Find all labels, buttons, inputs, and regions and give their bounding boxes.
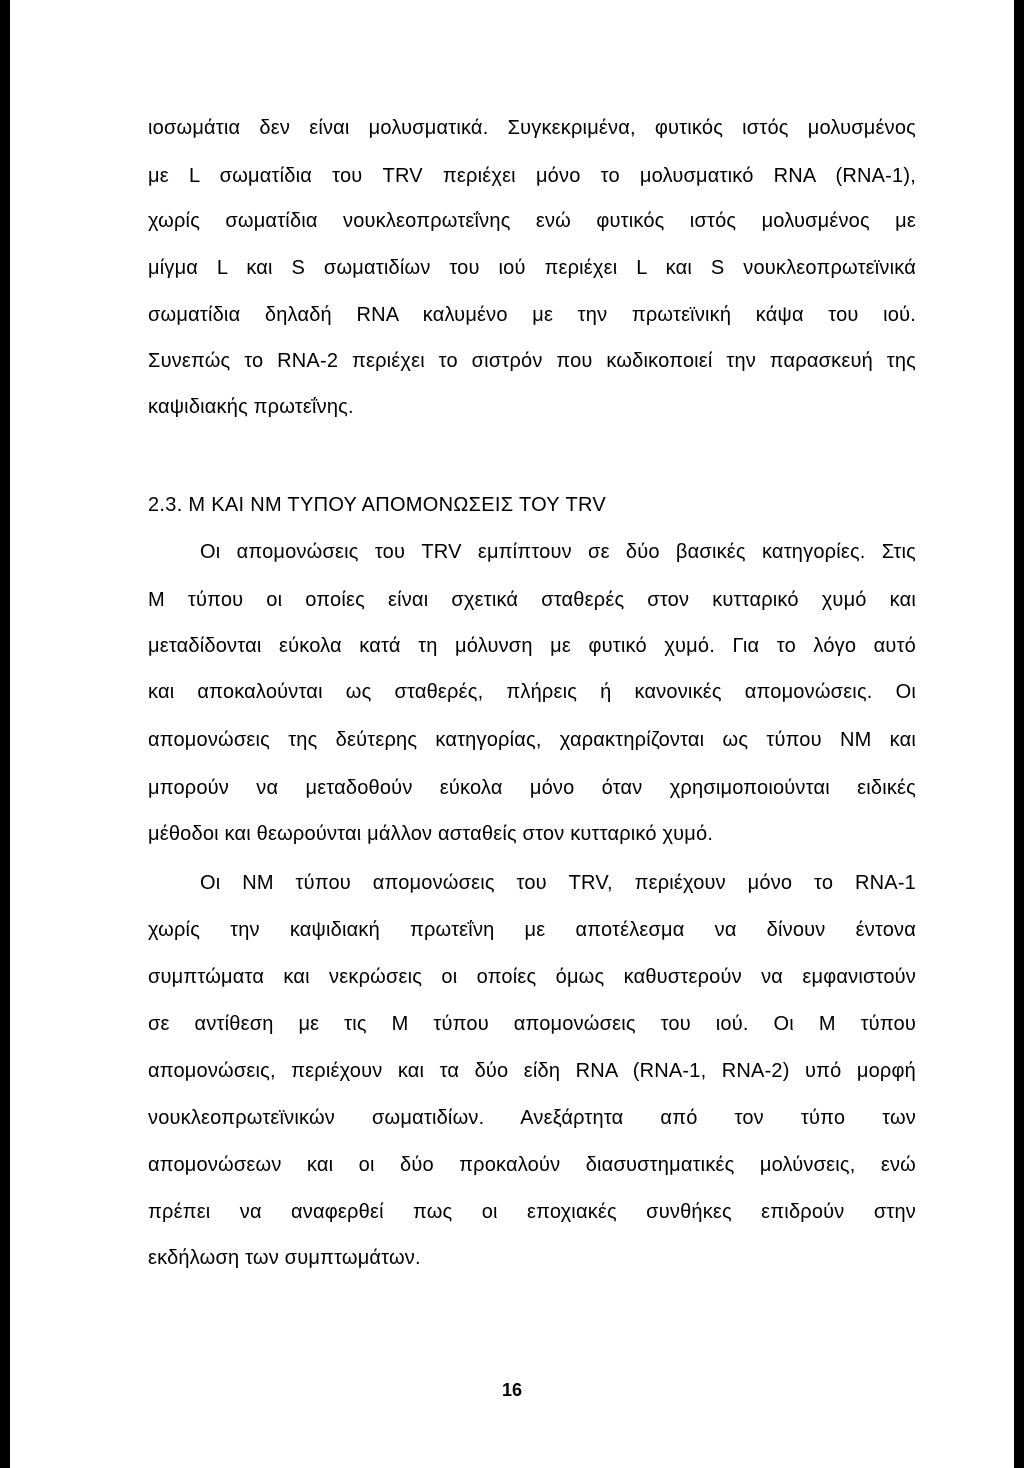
paragraph-3-line: συμπτώματα και νεκρώσεις οι οποίες όμως καθυστερούν να εμφανιστούν — [148, 966, 916, 988]
paragraph-1-line: μίγμα L και S σωματιδίων του ιού περιέχει L και S νουκλεοπρωτεϊνικά — [148, 257, 916, 279]
paragraph-3-line: Οι ΝΜ τύπου απομονώσεις του TRV, περιέχουν μόνο το RNA-1 — [200, 872, 916, 894]
paragraph-3-line: πρέπει να αναφερθεί πως οι εποχιακές συνθήκες επιδρούν στην — [148, 1201, 916, 1223]
paragraph-1-line: καψιδιακής πρωτεΐνης. — [148, 396, 354, 418]
paragraph-1-line: σωματίδια δηλαδή RNA καλυμένο με την πρωτεϊνική κάψα του ιού. — [148, 304, 916, 326]
paragraph-2-line: και αποκαλούνται ως σταθερές, πλήρεις ή κανονικές απομονώσεις. Οι — [148, 681, 916, 703]
paragraph-2-line: Μ τύπου οι οποίες είναι σχετικά σταθερές στον κυτταρικό χυμό και — [148, 589, 916, 611]
document-page — [10, 0, 1014, 1468]
paragraph-1-line: χωρίς σωματίδια νουκλεοπρωτεΐνης ενώ φυτικός ιστός μολυσμένος με — [148, 210, 916, 232]
page-number: 16 — [501, 1380, 523, 1400]
paragraph-1-line: Συνεπώς το RNA-2 περιέχει το σιστρόν που κωδικοποιεί την παρασκευή της — [148, 350, 916, 372]
paragraph-2-line: μπορούν να μεταδοθούν εύκολα μόνο όταν χρησιμοποιούνται ειδικές — [148, 777, 916, 799]
paragraph-2-line: Οι απομονώσεις του TRV εμπίπτουν σε δύο βασικές κατηγορίες. Στις — [200, 541, 916, 563]
paragraph-2-line: μέθοδοι και θεωρούνται μάλλον ασταθείς στον κυτταρικό χυμό. — [148, 823, 714, 845]
paragraph-3-line: απομονώσεις, περιέχουν και τα δύο είδη RNA (RNA-1, RNA-2) υπό μορφή — [148, 1060, 916, 1082]
paragraph-3-line: νουκλεοπρωτεϊνικών σωματιδίων. Ανεξάρτητα από τον τύπο των — [148, 1107, 916, 1129]
paragraph-2-line: μεταδίδονται εύκολα κατά τη μόλυνση με φυτικό χυμό. Για το λόγο αυτό — [148, 635, 916, 657]
paragraph-3-line: χωρίς την καψιδιακή πρωτεΐνη με αποτέλεσμα να δίνουν έντονα — [148, 919, 916, 941]
paragraph-1-line: με L σωματίδια του TRV περιέχει μόνο το μολυσματικό RNA (RNA-1), — [148, 165, 916, 187]
paragraph-3-line: εκδήλωση των συμπτωμάτων. — [148, 1247, 421, 1269]
section-heading: 2.3. Μ ΚΑΙ ΝΜ ΤΥΠΟΥ ΑΠΟΜΟΝΩΣΕΙΣ ΤΟΥ TRV — [148, 494, 606, 516]
paragraph-3-line: σε αντίθεση με τις Μ τύπου απομονώσεις του ιού. Οι Μ τύπου — [148, 1013, 916, 1035]
paragraph-2-line: απομονώσεις της δεύτερης κατηγορίας, χαρακτηρίζονται ως τύπου ΝΜ και — [148, 729, 916, 751]
paragraph-1-line: ιοσωμάτια δεν είναι μολυσματικά. Συγκεκριμένα, φυτικός ιστός μολυσμένος — [148, 117, 916, 139]
paragraph-3-line: απομονώσεων και οι δύο προκαλούν διασυστηματικές μολύνσεις, ενώ — [148, 1154, 916, 1176]
